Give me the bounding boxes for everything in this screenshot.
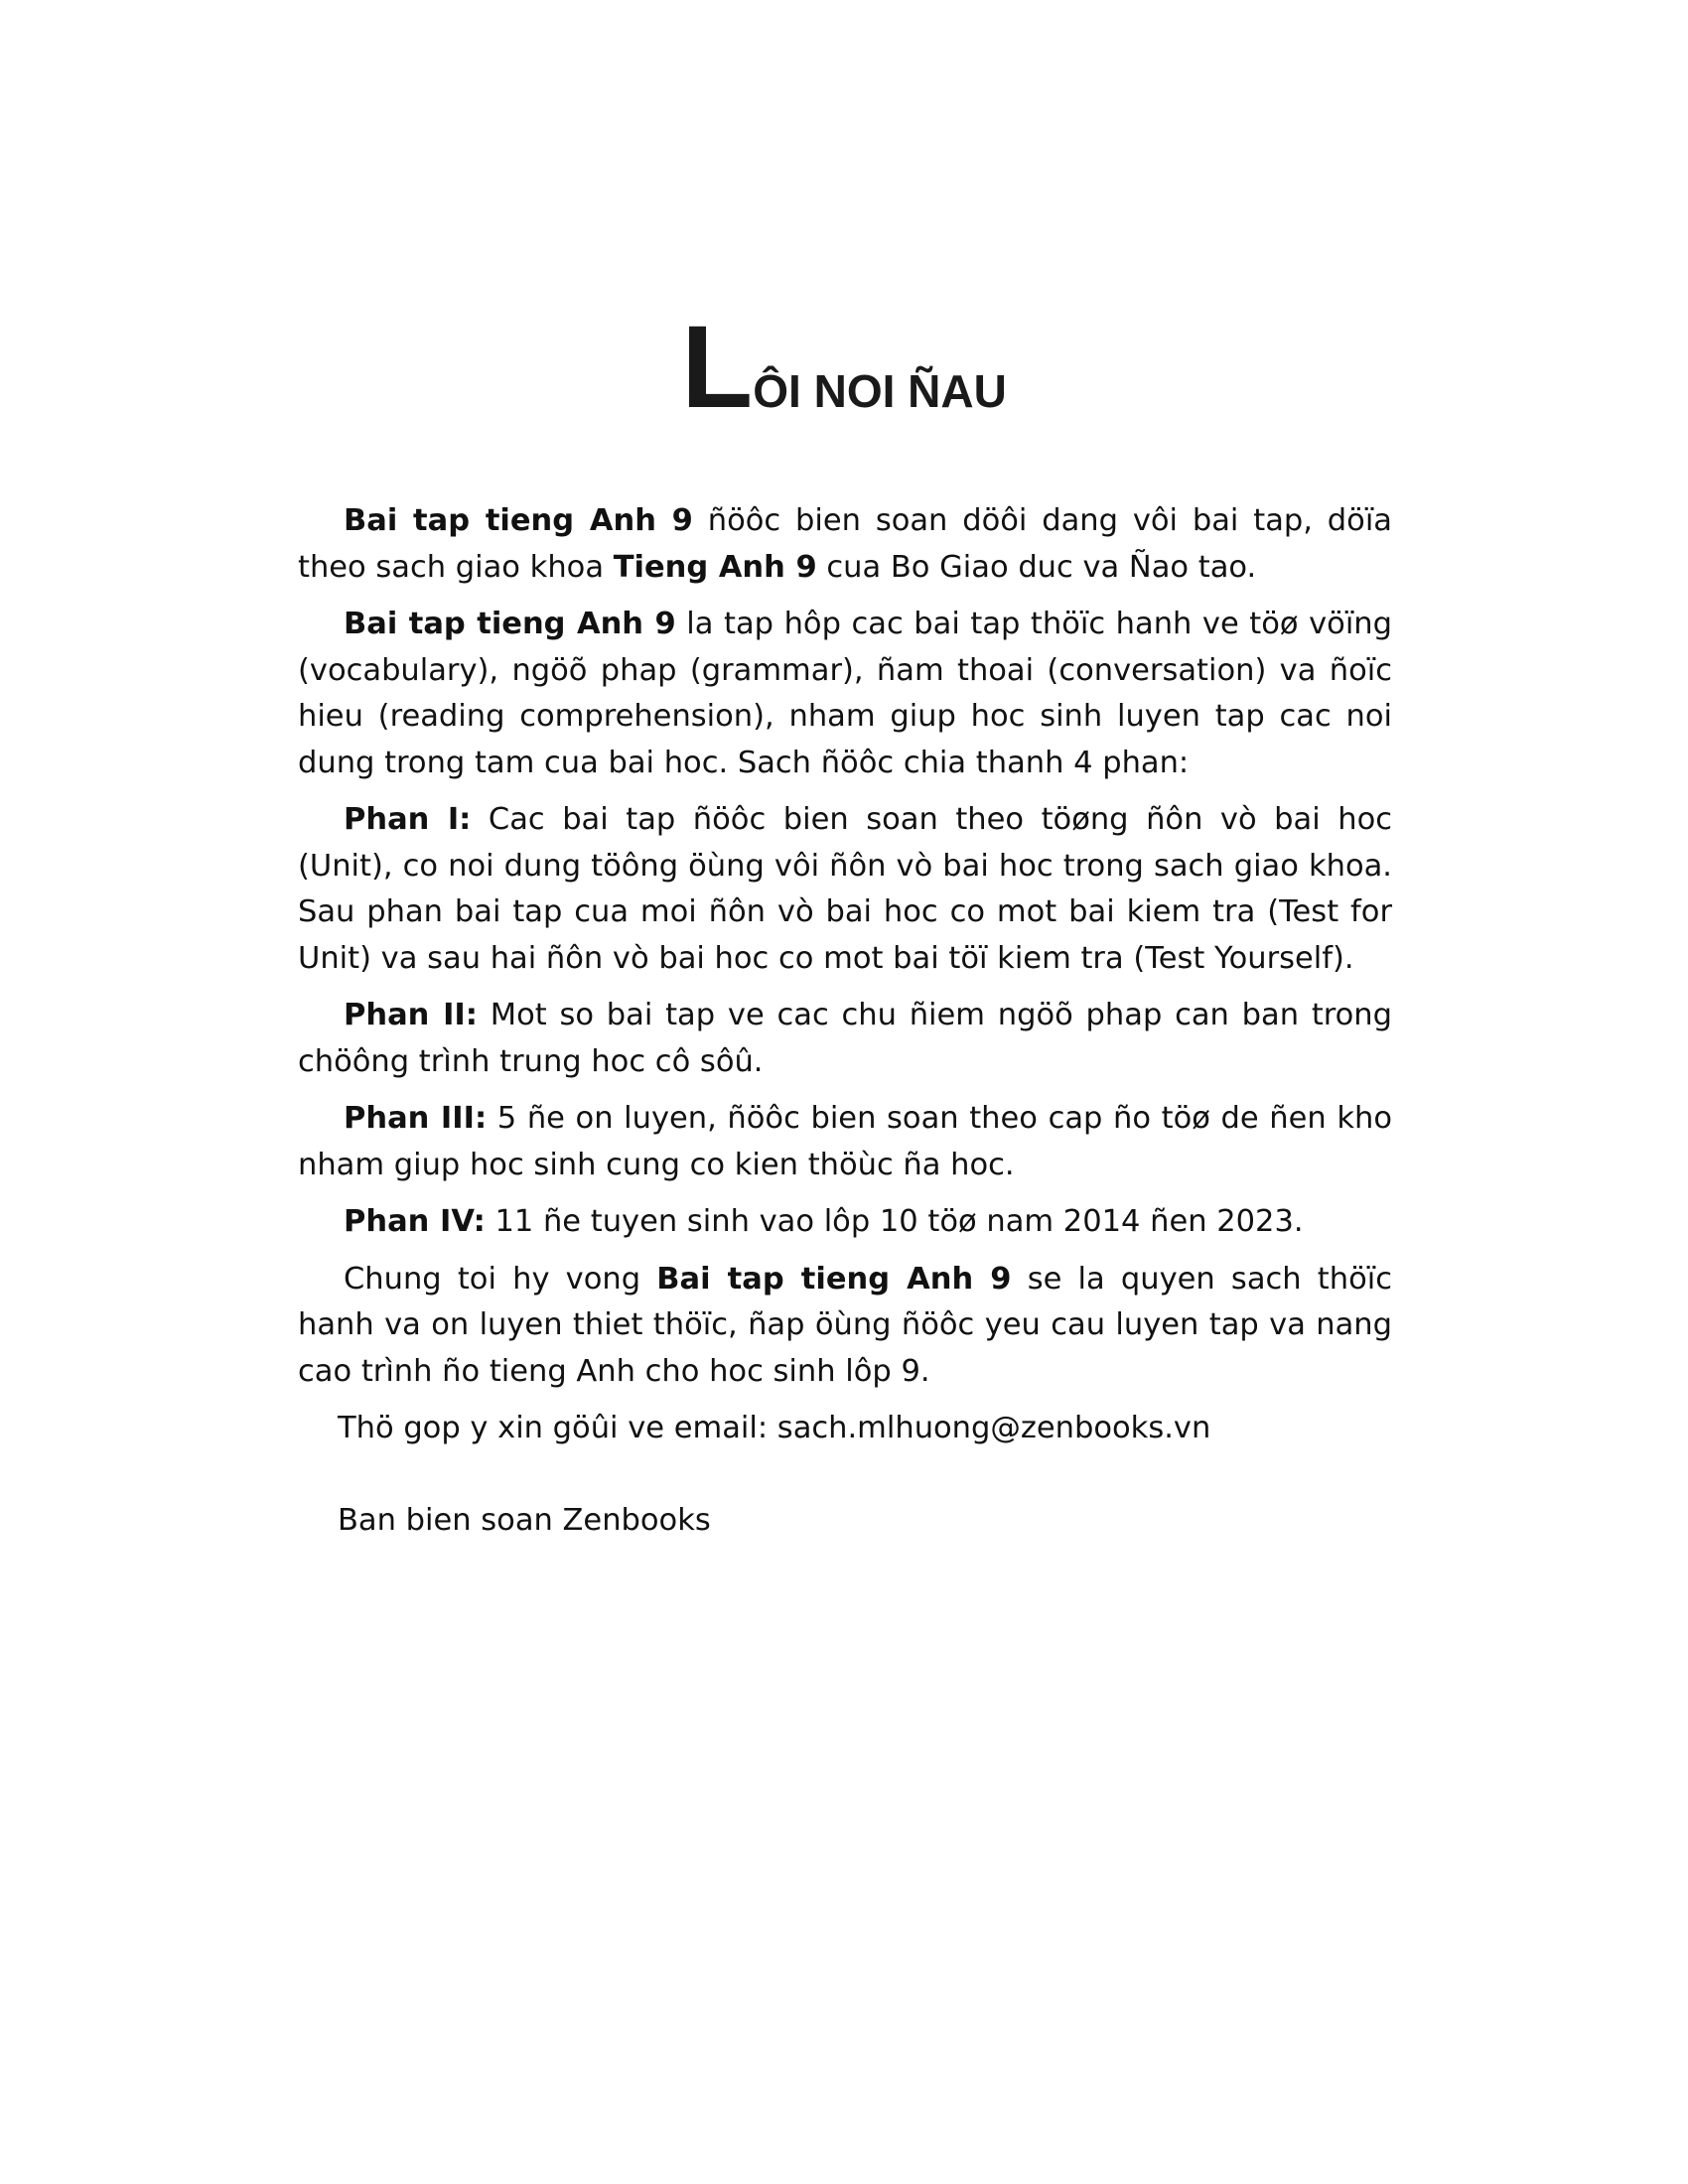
book-title-bold: Bai tap tieng Anh 9 [344,607,676,641]
textbook-title-bold: Tieng Anh 9 [613,549,817,585]
paragraph-part-2 [298,993,1392,1085]
part-label: Phan I: [344,802,472,837]
preface-body [298,498,1392,1555]
paragraph-intro [298,498,1392,591]
contact-line: Thö gop y xin göûi ve email: sach.mlhuong@zenbooks.vn [338,1411,1211,1445]
paragraph-closing [298,1257,1392,1396]
paragraph-text: Chung toi hy vong [344,1261,657,1297]
part-label: Phan III: [344,1101,488,1136]
page-title [0,302,1688,434]
paragraph-part-4 [298,1199,1392,1246]
part-label: Phan IV: [344,1204,486,1239]
paragraph-text: Cac bai tap ñöôc bien soan theo töøng ñôn vò bai hoc (Unit), co noi dung töông öùng vôi ñôn vò bai hoc trong sach giao khoa. Sau phan bai tap cua moi ñôn vò bai hoc co mot bai kiem tra (Test for Unit) va sau hai ñôn vò bai hoc co mot bai töï kiem tra (Test Yourself). [298,802,1392,976]
paragraph-part-1 [298,797,1392,982]
paragraph-description [298,602,1392,786]
paragraph-part-3 [298,1096,1392,1188]
part-label: Phan II: [344,998,478,1032]
paragraph-text: ñöôc bien soan döôi dang vôi bai tap, döïa theo sach giao khoa [298,503,1392,585]
paragraph-text: cua Bo Giao duc va Ñao tao. [816,549,1257,585]
title-rest: ÔI NOI ÑAU [753,365,1007,418]
paragraph-text: 11 ñe tuyen sinh vao lôp 10 töø nam 2014 ñen 2023. [485,1204,1304,1239]
book-title-bold: Bai tap tieng Anh 9 [344,503,693,538]
paragraph-text: Mot so bai tap ve cac chu ñiem ngöõ phap can ban trong chöông trình trung hoc cô sôû. [298,998,1392,1079]
signature: Ban bien soan Zenbooks [338,1502,711,1538]
paragraph-text: la tap hôp cac bai tap thöïc hanh ve töø vöïng (vocabulary), ngöõ phap (grammar), ñam thoai (conversation) va ñoïc hieu (reading comprehension), nham giup hoc sinh luyen tap cac noi dung trong tam cua bai hoc. Sach ñöôc chia thanh 4 phan: [298,607,1392,780]
paragraph-text: 5 ñe on luyen, ñöôc bien soan theo cap ño töø de ñen kho nham giup hoc sinh cung co kien thöùc ña hoc. [298,1101,1392,1182]
book-title-bold: Bai tap tieng Anh 9 [656,1261,1012,1297]
title-drop-cap: L [681,302,752,434]
paragraph-text: se la quyen sach thöïc hanh va on luyen thiet thöïc, ñap öùng ñöôc yeu cau luyen tap va nang cao trình ño tieng Anh cho hoc sinh lôp 9. [298,1261,1392,1389]
